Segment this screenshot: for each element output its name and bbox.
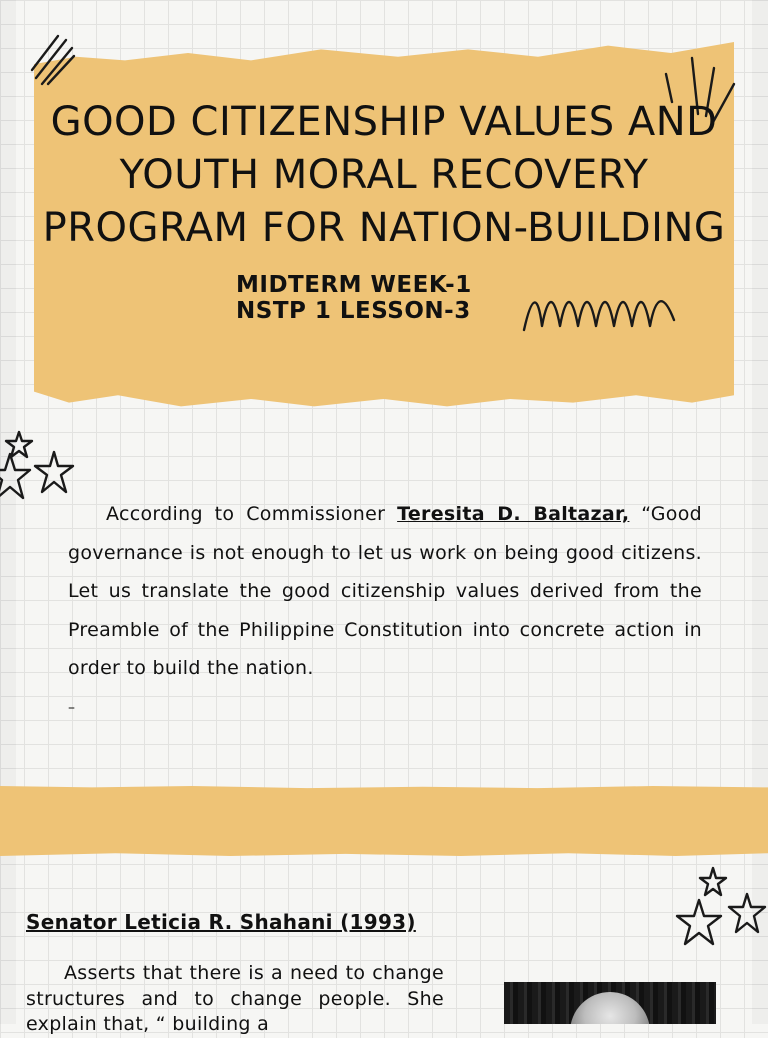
page-edge-left [0, 0, 16, 1024]
page-title: GOOD CITIZENSHIP VALUES AND YOUTH MORAL RECOVERY PROGRAM FOR NATION-BUILDING [42, 99, 726, 251]
shahani-text: Asserts that there is a need to change structures and to change people. She explain that, “ building a [26, 962, 444, 1035]
subtitle-lesson: NSTP 1 LESSON-3 [236, 298, 471, 324]
portrait-head [570, 992, 650, 1024]
star-icon [32, 450, 76, 496]
star-icon [0, 452, 32, 504]
zigzag-icon [520, 290, 680, 336]
star-icon [674, 898, 724, 948]
shahani-heading: Senator Leticia R. Shahani (1993) [26, 910, 416, 934]
star-icon [698, 866, 728, 898]
quote-text: “Good governance is not enough to let us work on being good citizens. Let us translate the good citizenship values derived from the Preamble of the Philippine Constitution into concrete action in order to build the nation. [68, 503, 702, 679]
baltazar-name: Teresita D. Baltazar, [397, 503, 630, 525]
star-icon [726, 892, 768, 936]
dash-mark: – [68, 700, 75, 716]
shahani-paragraph [26, 961, 444, 1038]
page-edge-right [752, 0, 768, 1024]
scribble-lines-icon [28, 30, 78, 86]
divider-tape [0, 786, 768, 856]
intro-text: According to Commissioner [106, 503, 398, 525]
baltazar-paragraph [68, 495, 702, 688]
shahani-photo [504, 982, 716, 1024]
subtitle-week: MIDTERM WEEK-1 [236, 272, 472, 298]
